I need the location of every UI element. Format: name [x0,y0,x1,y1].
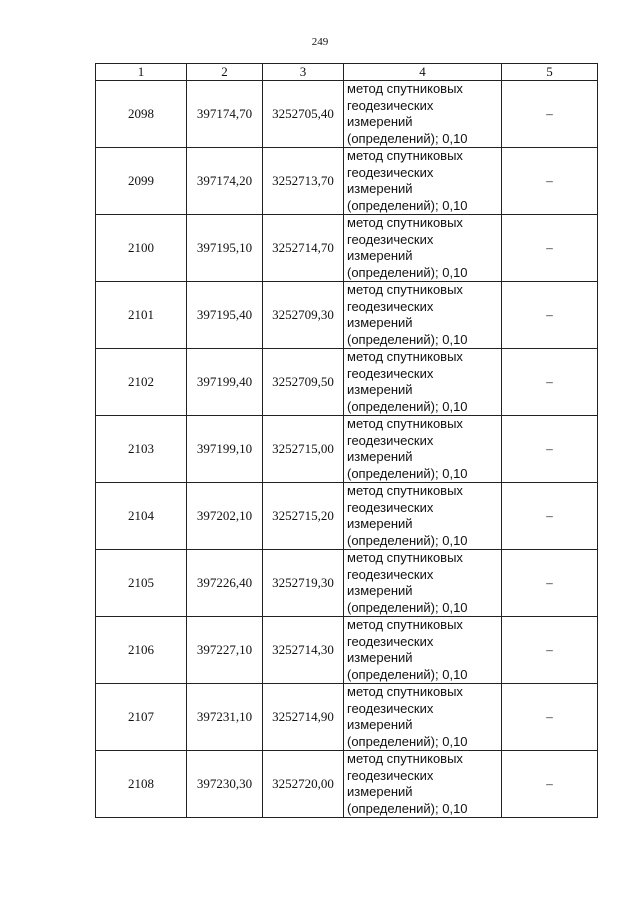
method-text-line: метод спутниковых [347,349,463,364]
method-text-line: (определений); 0,10 [347,599,468,615]
method-text-line: геодезических [347,97,434,113]
empty-value-cell: – [502,81,598,148]
method-text-line: геодезических [347,499,434,515]
x-coordinate-cell: 397174,70 [187,81,263,148]
method-text-line: (определений); 0,10 [347,800,468,816]
method-text-line: метод спутниковых [347,751,463,766]
method-text-line: метод спутниковых [347,282,463,297]
method-text-line: измерений [347,516,413,531]
table-row [96,148,598,215]
method-text-line: (определений); 0,10 [347,197,468,213]
table-row [96,483,598,550]
x-coordinate-cell: 397199,40 [187,349,263,416]
method-text-line: (определений); 0,10 [347,130,468,146]
x-coordinate-cell: 397174,20 [187,148,263,215]
method-cell [344,148,502,215]
x-coordinate-cell: 397195,40 [187,282,263,349]
y-coordinate-cell: 3252714,30 [263,617,344,684]
method-text-line: (определений); 0,10 [347,532,468,548]
table-row [96,416,598,483]
point-number-cell: 2106 [96,617,187,684]
table-row [96,751,598,818]
method-cell [344,617,502,684]
empty-value-cell: – [502,751,598,818]
table-row [96,684,598,751]
table-row [96,617,598,684]
empty-value-cell: – [502,215,598,282]
method-cell [344,215,502,282]
column-header-5: 5 [502,64,598,81]
x-coordinate-cell: 397195,10 [187,215,263,282]
method-text-line: метод спутниковых [347,684,463,699]
method-text-line: (определений); 0,10 [347,733,468,749]
point-number-cell: 2107 [96,684,187,751]
column-header-4: 4 [344,64,502,81]
page-number: 249 [311,36,329,48]
point-number-cell: 2098 [96,81,187,148]
y-coordinate-cell: 3252719,30 [263,550,344,617]
point-number-cell: 2103 [96,416,187,483]
method-text-line: измерений [347,382,413,397]
empty-value-cell: – [502,349,598,416]
method-cell [344,550,502,617]
point-number-cell: 2108 [96,751,187,818]
x-coordinate-cell: 397231,10 [187,684,263,751]
y-coordinate-cell: 3252709,50 [263,349,344,416]
method-text-line: метод спутниковых [347,148,463,163]
method-text-line: (определений); 0,10 [347,666,468,682]
method-text-line: (определений); 0,10 [347,465,468,481]
empty-value-cell: – [502,684,598,751]
method-text-line: метод спутниковых [347,483,463,498]
method-text-line: геодезических [347,767,434,783]
method-text-line: метод спутниковых [347,81,463,96]
x-coordinate-cell: 397227,10 [187,617,263,684]
method-text-line: геодезических [347,633,434,649]
x-coordinate-cell: 397199,10 [187,416,263,483]
method-cell [344,751,502,818]
method-text-line: измерений [347,248,413,263]
empty-value-cell: – [502,617,598,684]
method-text-line: метод спутниковых [347,416,463,431]
x-coordinate-cell: 397202,10 [187,483,263,550]
method-text-line: измерений [347,784,413,799]
method-text-line: метод спутниковых [347,215,463,230]
method-text-line: измерений [347,181,413,196]
method-cell [344,684,502,751]
method-text-line: (определений); 0,10 [347,264,468,280]
method-cell [344,282,502,349]
method-text-line: метод спутниковых [347,617,463,632]
empty-value-cell: – [502,550,598,617]
y-coordinate-cell: 3252709,30 [263,282,344,349]
method-text-line: геодезических [347,700,434,716]
method-text-line: измерений [347,315,413,330]
method-text-line: геодезических [347,231,434,247]
method-text-line: геодезических [347,566,434,582]
y-coordinate-cell: 3252715,00 [263,416,344,483]
method-text-line: геодезических [347,164,434,180]
table-row [96,215,598,282]
point-number-cell: 2102 [96,349,187,416]
column-header-3: 3 [263,64,344,81]
y-coordinate-cell: 3252705,40 [263,81,344,148]
y-coordinate-cell: 3252720,00 [263,751,344,818]
y-coordinate-cell: 3252714,70 [263,215,344,282]
table-row [96,282,598,349]
column-header-1: 1 [96,64,187,81]
x-coordinate-cell: 397226,40 [187,550,263,617]
y-coordinate-cell: 3252715,20 [263,483,344,550]
point-number-cell: 2104 [96,483,187,550]
method-text-line: (определений); 0,10 [347,331,468,347]
method-text-line: метод спутниковых [347,550,463,565]
empty-value-cell: – [502,282,598,349]
table-row [96,550,598,617]
table-row [96,81,598,148]
point-number-cell: 2101 [96,282,187,349]
method-text-line: геодезических [347,298,434,314]
method-text-line: измерений [347,114,413,129]
method-text-line: (определений); 0,10 [347,398,468,414]
y-coordinate-cell: 3252713,70 [263,148,344,215]
table-row [96,349,598,416]
empty-value-cell: – [502,416,598,483]
method-cell [344,416,502,483]
method-cell [344,349,502,416]
method-cell [344,81,502,148]
x-coordinate-cell: 397230,30 [187,751,263,818]
method-text-line: измерений [347,650,413,665]
point-number-cell: 2100 [96,215,187,282]
method-cell [344,483,502,550]
y-coordinate-cell: 3252714,90 [263,684,344,751]
table-header-row [96,64,598,81]
empty-value-cell: – [502,148,598,215]
method-text-line: измерений [347,583,413,598]
method-text-line: измерений [347,449,413,464]
empty-value-cell: – [502,483,598,550]
method-text-line: геодезических [347,365,434,381]
method-text-line: измерений [347,717,413,732]
method-text-line: геодезических [347,432,434,448]
point-number-cell: 2099 [96,148,187,215]
column-header-2: 2 [187,64,263,81]
coordinates-table [95,63,598,818]
point-number-cell: 2105 [96,550,187,617]
